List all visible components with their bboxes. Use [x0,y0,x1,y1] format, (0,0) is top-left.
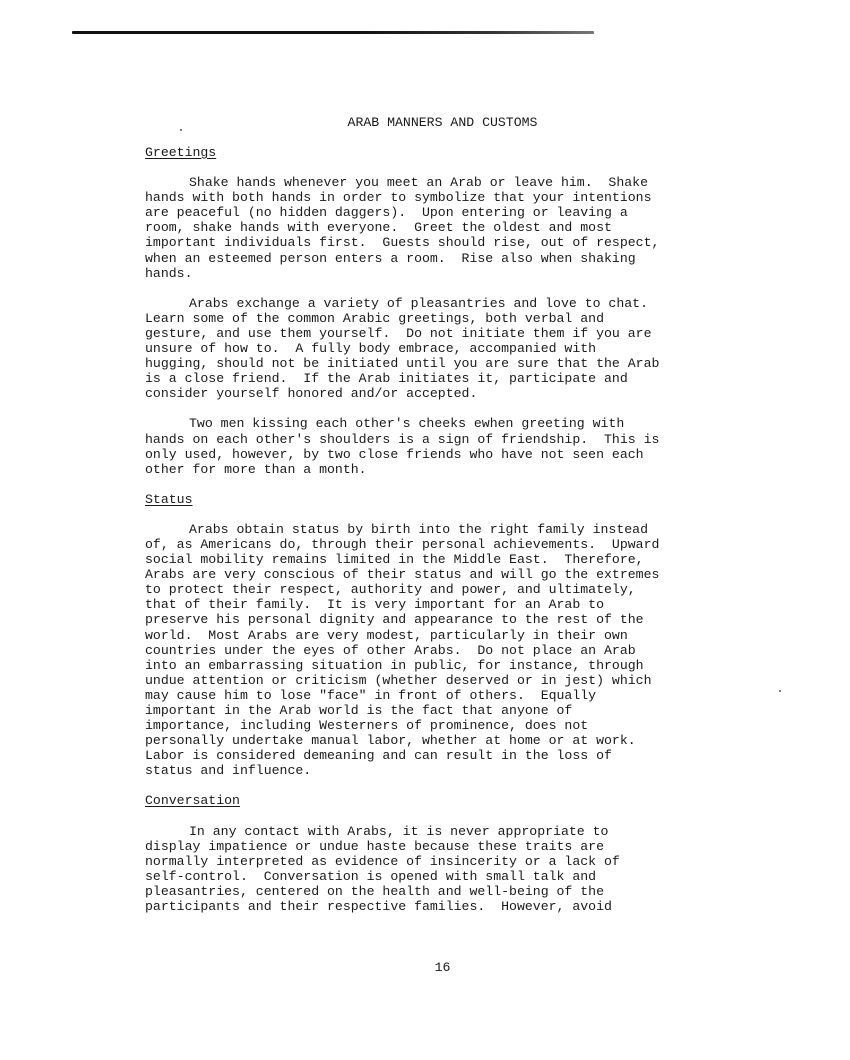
text-line: Learn some of the common Arabic greetings, both verbal and [145,310,604,326]
section-greetings [145,145,755,477]
text-line: status and influence. [145,763,312,779]
text-line: to protect their respect, authority and power, and ultimately, [145,582,636,598]
paragraph [145,296,755,402]
text-line: Arabs are very conscious of their status and will go the extremes [145,567,660,583]
text-line: personally undertake manual labor, whether at home or at work. [145,733,636,749]
text-line: display impatience or undue haste because these traits are [145,838,604,854]
page-number: 16 [434,960,451,975]
text-line: into an embarrassing situation in public, for instance, through [145,657,644,673]
scan-speck [779,690,781,692]
text-line: are peaceful (no hidden daggers). Upon entering or leaving a [145,205,628,221]
text-line: hands with both hands in order to symbolize that your intentions [145,190,652,206]
text-line: that of their family. It is very important for an Arab to [145,597,604,613]
paragraph [145,416,755,476]
text-line: unsure of how to. A fully body embrace, accompanied with [145,341,597,357]
text-line: of, as Americans do, through their personal achievements. Upward [145,536,660,552]
paragraph [145,175,755,281]
text-line: countries under the eyes of other Arabs. Do not place an Arab [145,642,636,658]
text-line: Arabs exchange a variety of pleasantries and love to chat. [189,295,648,311]
section-heading: Status [145,491,193,507]
scan-artifact-rule [72,31,594,34]
text-line: In any contact with Arabs, it is never appropriate to [189,823,609,839]
text-line: Shake hands whenever you meet an Arab or leave him. Shake [189,175,648,191]
text-line: consider yourself honored and/or accepted. [145,386,478,402]
paragraph [145,824,755,915]
text-line: hugging, should not be initiated until you are sure that the Arab [145,356,660,372]
text-line: may cause him to lose "face" in front of others. Equally [145,687,597,703]
text-line: normally interpreted as evidence of insincerity or a lack of [145,853,620,869]
text-line: other for more than a month. [145,461,367,477]
text-line: importance, including Westerners of prominence, does not [145,718,589,734]
text-line: when an esteemed person enters a room. Rise also when shaking [145,250,636,266]
text-line: Labor is considered demeaning and can result in the loss of [145,748,612,764]
section-conversation [145,793,755,914]
text-line: hands. [145,265,193,281]
text-line: hands on each other's shoulders is a sign of friendship. This is [145,431,660,447]
text-line: preserve his personal dignity and appearance to the rest of the [145,612,644,628]
text-line: important in the Arab world is the fact that anyone of [145,703,573,718]
text-line: is a close friend. If the Arab initiates it, participate and [145,371,628,387]
text-line: world. Most Arabs are very modest, particularly in their own [145,627,628,643]
text-line: self-control. Conversation is opened with small talk and [145,868,597,884]
text-line: participants and their respective families. However, avoid [145,899,612,915]
text-line: pleasantries, centered on the health and well-being of the [145,883,604,899]
text-line: undue attention or criticism (whether deserved or in jest) which [145,672,652,688]
text-line: important individuals first. Guests should rise, out of respect, [145,235,660,251]
section-heading: Greetings [145,145,217,160]
text-line: only used, however, by two close friends who have not seen each [145,446,644,462]
text-line: room, shake hands with everyone. Greet the oldest and most [145,220,612,236]
document-title: ARAB MANNERS AND CUSTOMS [347,115,538,130]
text-line: Arabs obtain status by birth into the right family instead [189,521,648,537]
section-heading: Conversation [145,793,240,809]
text-line: social mobility remains limited in the Middle East. Therefore, [145,552,644,568]
paragraph [145,522,755,779]
section-status [145,492,755,779]
text-line: gesture, and use them yourself. Do not initiate them if you are [145,325,652,341]
text-line: Two men kissing each other's cheeks ewhen greeting with [189,416,625,432]
document-body [145,145,755,929]
